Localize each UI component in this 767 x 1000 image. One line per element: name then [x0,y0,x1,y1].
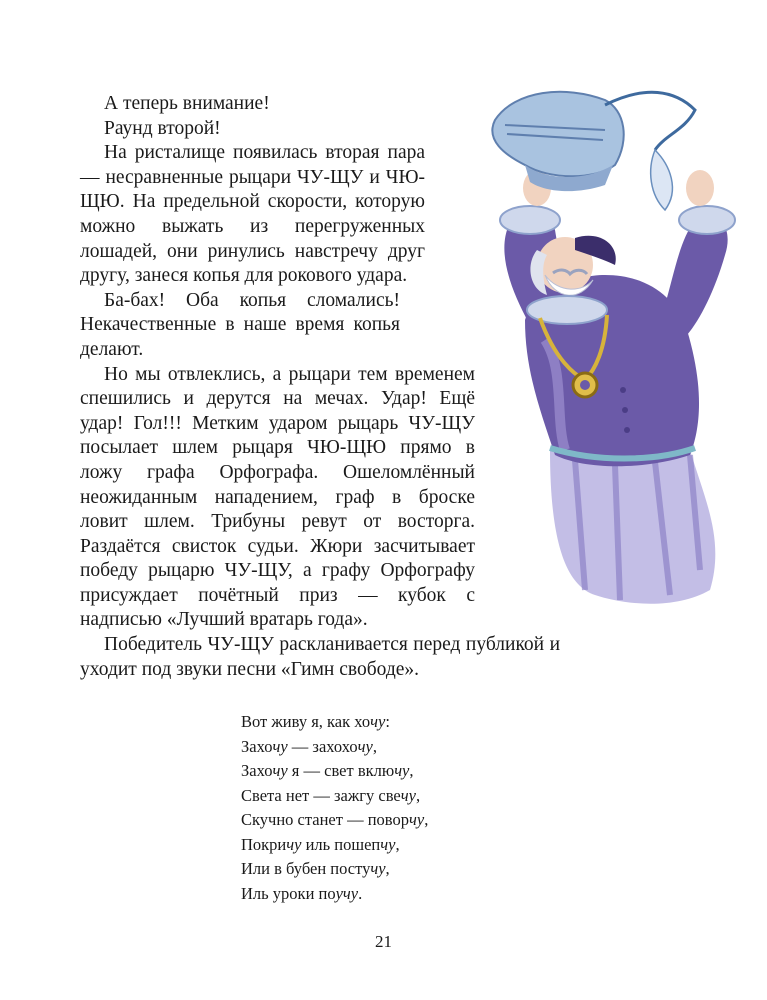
paragraph: А теперь внимание! [104,93,270,114]
poem [241,710,428,906]
poem-line: Вот живу я, как хочу: [241,712,390,731]
plume-feather [651,150,673,210]
button [620,387,626,393]
paragraph: На ристалище появилась вторая пара — несравненные рыцари ЧУ-ЩУ и ЧЮ-ЩЮ. На предельной скорости, которую можно выжать из перегруженных лошадей, они ринулись навстречу друг другу, занеся копья для рокового удара. [80,142,425,287]
poem-line: Покричу иль пошепчу, [241,834,400,854]
right-hand [686,170,714,206]
poem-line: Иль уроки поучу. [241,883,363,903]
poem-line: Скучно станет — поворчу, [241,810,429,829]
page-number: 21 [375,932,392,951]
poem-line: Захочу я — свет включу, [241,761,414,780]
button [624,427,630,433]
right-cuff [679,206,735,234]
paragraph: Но мы отвлеклись, а рыцари тем временем спешились и дерутся на мечах. Удар! Ещё удар! Гол!!! Метким ударом рыцарь ЧУ-ЩУ посылает шлем рыцаря ЧЮ-ЩЮ прямо в ложу графа Орфографа. Ошеломлённый неожиданным нападением, граф в броске ловит шлем. Трибуны ревут от восторга. Раздаётся свисток судьи. Жюри засчитывает победу рыцарю ЧУ-ЩУ, а графу Орфографу присуждает почётный приз — кубок с надписью «Лучший вратарь года». [80,363,475,631]
paragraph: Ба-бах! Оба копья сломались! Некачественные в наше время копья делают. [80,289,400,360]
paragraph: Раунд второй! [104,117,221,139]
button [622,407,628,413]
paragraph: Победитель ЧУ-ЩУ раскланивается перед публикой и уходит под звуки песни «Гимн свободе». [80,634,560,680]
left-cuff [500,206,560,234]
knight-illustration [455,70,755,610]
poem-line: Света нет — зажгу свечу, [241,785,421,805]
poem-line: Или в бубен постучу, [241,859,390,878]
poem-line: Захочу — захохочу, [241,736,377,756]
